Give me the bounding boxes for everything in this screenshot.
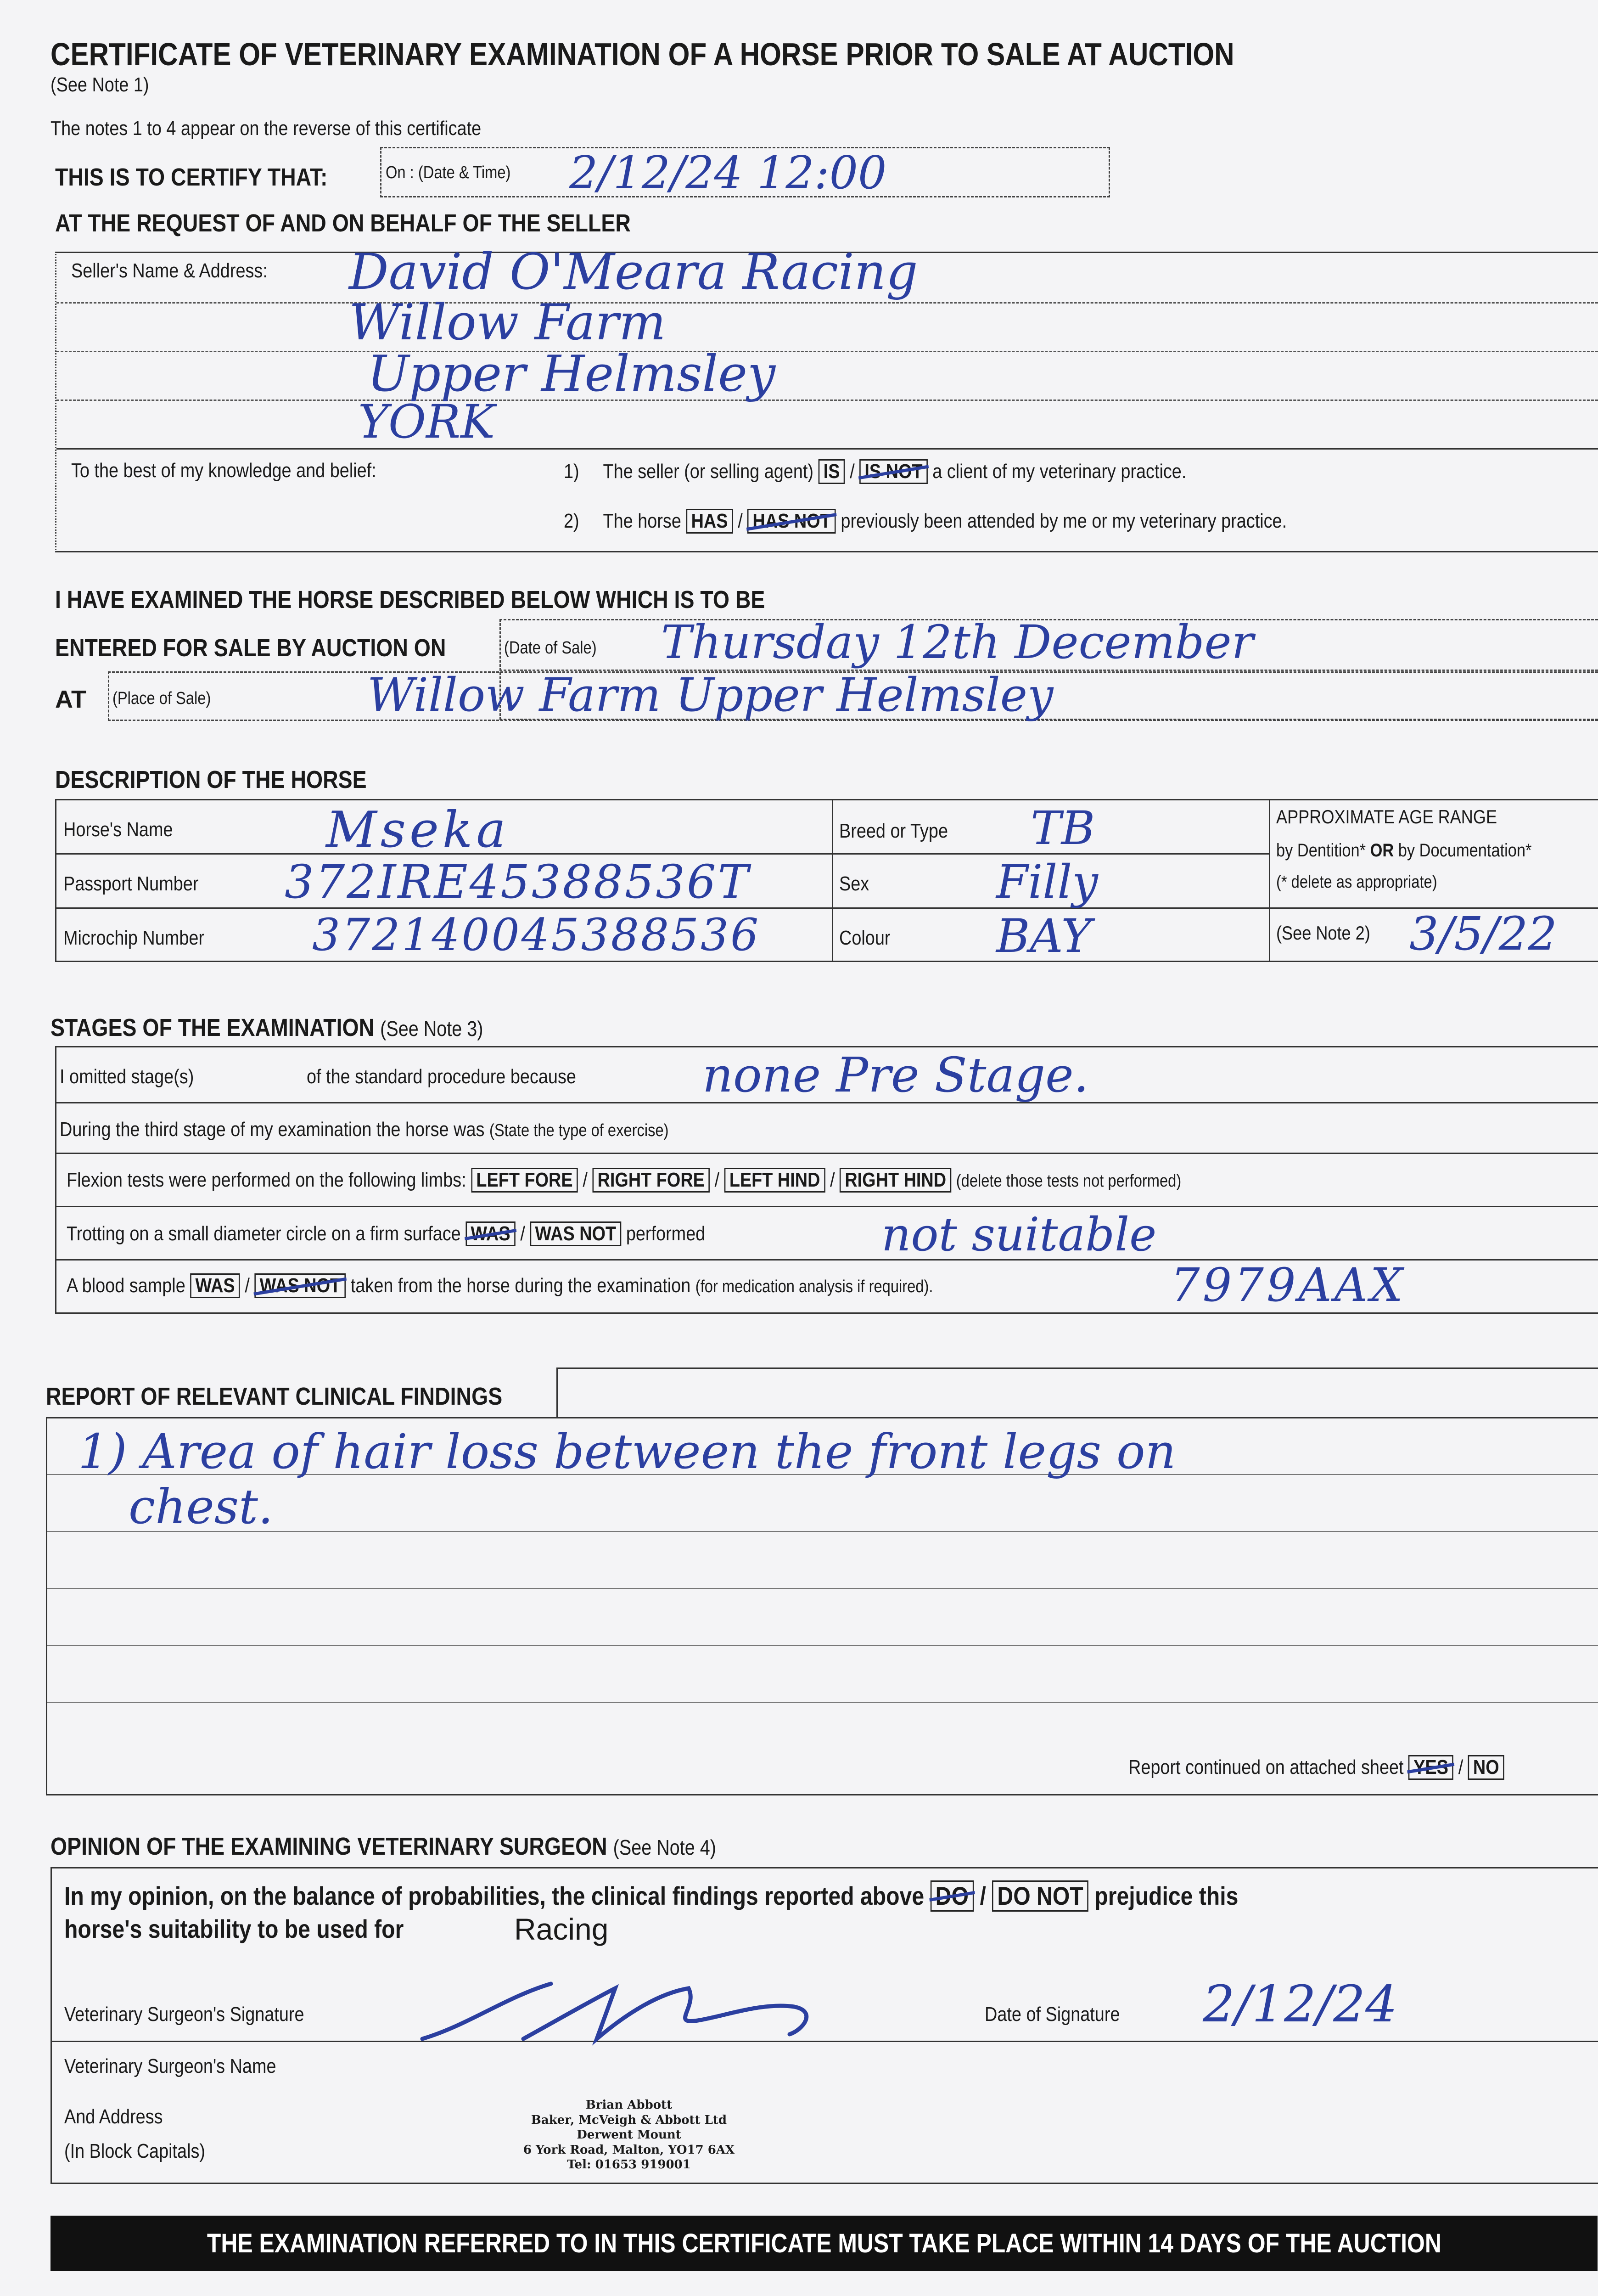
horse-col-2 <box>1269 799 1270 962</box>
seller-line-1-value: David O'Meara Racing <box>349 243 918 301</box>
breed-value: TB <box>1031 801 1095 855</box>
trot-was-option[interactable]: WAS <box>465 1221 516 1246</box>
age-delete-note: (* delete as appropriate) <box>1276 872 1437 892</box>
right-hind-option[interactable]: RIGHT HIND <box>840 1168 951 1193</box>
opinion-text-2: horse's suitability to be used for <box>64 1914 404 1943</box>
blood-was-option[interactable]: WAS <box>190 1273 240 1298</box>
signature-date-label: Date of Signature <box>985 2003 1120 2026</box>
report-finding-line-1: 1) Area of hair loss between the front legs on <box>78 1424 1176 1480</box>
report-line-2 <box>47 1531 1598 1532</box>
horse-col-1 <box>832 799 833 962</box>
report-continued-row: Report continued on attached sheet YES / NO <box>1128 1755 1565 1780</box>
seller-line-2-value: Willow Farm <box>349 294 666 351</box>
date-of-sale-value: Thursday 12th December <box>661 615 1254 669</box>
certificate-title: CERTIFICATE OF VETERINARY EXAMINATION OF A HORSE PRIOR TO SALE AT AUCTION <box>50 36 1234 72</box>
stages-row-5 <box>55 1312 1598 1314</box>
colour-value: BAY <box>996 909 1092 963</box>
omitted-mid: of the standard procedure because <box>307 1065 576 1088</box>
microchip-label: Microchip Number <box>63 927 205 949</box>
left-hind-option[interactable]: LEFT HIND <box>724 1168 825 1193</box>
opinion-heading: OPINION OF THE EXAMINING VETERINARY SURGEON (See Note 4) <box>50 1833 716 1860</box>
blood-sample-value: 7979AAX <box>1171 1258 1406 1312</box>
microchip-value: 372140045388536 <box>312 909 761 961</box>
prejudice-do-not-option[interactable]: DO NOT <box>992 1880 1088 1912</box>
on-date-label: On : (Date & Time) <box>386 163 511 182</box>
certify-label: THIS IS TO CERTIFY THAT: <box>55 163 328 191</box>
report-heading-box <box>556 1367 1598 1417</box>
trot-reason-value: not suitable <box>881 1208 1157 1261</box>
seller-line-3-value: Upper Helmsley <box>367 345 776 403</box>
place-of-sale-value: Willow Farm Upper Helmsley <box>367 668 1054 722</box>
belief-label: To the best of my knowledge and belief: <box>71 459 376 482</box>
see-note-1: (See Note 1) <box>50 73 149 96</box>
horse-name-value: Mseka <box>326 801 510 859</box>
age-value: 3/5/22 <box>1409 907 1557 961</box>
notes-line: The notes 1 to 4 appear on the reverse of this certificate <box>50 117 482 140</box>
left-fore-option[interactable]: LEFT FORE <box>471 1168 578 1193</box>
exam-date-time: 2/12/24 12:00 <box>569 147 887 199</box>
seller-name-label: Seller's Name & Address: <box>71 259 268 282</box>
client-is-option[interactable]: IS <box>819 459 845 484</box>
trot-was-not-option[interactable]: WAS NOT <box>530 1221 621 1246</box>
report-heading: REPORT OF RELEVANT CLINICAL FINDINGS <box>46 1383 503 1410</box>
seller-divider <box>56 448 1598 450</box>
prejudice-do-option[interactable]: DO <box>931 1880 974 1912</box>
place-of-sale-label: (Place of Sale) <box>112 689 211 708</box>
seller-line-1 <box>56 302 1598 304</box>
at-label: AT <box>55 686 86 713</box>
age-see-note: (See Note 2) <box>1276 922 1370 944</box>
blood-was-not-option[interactable]: WAS NOT <box>254 1273 346 1298</box>
seller-line-2 <box>56 351 1598 352</box>
client-is-not-option[interactable]: IS NOT <box>859 459 928 484</box>
colour-label: Colour <box>839 927 891 949</box>
stages-heading: STAGES OF THE EXAMINATION (See Note 3) <box>50 1014 483 1041</box>
report-line-5 <box>47 1702 1598 1703</box>
omitted-label: I omitted stage(s) <box>60 1065 194 1088</box>
horse-heading: DESCRIPTION OF THE HORSE <box>55 766 367 793</box>
age-by: by Dentition* OR by Documentation* <box>1276 840 1532 861</box>
address-label: And Address <box>64 2105 163 2128</box>
signature-label: Veterinary Surgeon's Signature <box>64 2003 304 2026</box>
signature-date-value: 2/12/24 <box>1203 1975 1398 2033</box>
block-capitals-label: (In Block Capitals) <box>64 2140 206 2162</box>
date-of-sale-label: (Date of Sale) <box>504 638 597 658</box>
report-line-3 <box>47 1588 1598 1589</box>
entered-label: ENTERED FOR SALE BY AUCTION ON <box>55 634 446 662</box>
breed-label: Breed or Type <box>839 820 948 842</box>
passport-label: Passport Number <box>63 872 199 895</box>
trot-row: Trotting on a small diameter circle on a firm surface WAS / WAS NOT performed <box>67 1221 809 1246</box>
stages-row-2 <box>55 1153 1598 1154</box>
third-stage-label: During the third stage of my examination the horse was (State the type of exercise) <box>60 1118 669 1141</box>
sex-label: Sex <box>839 872 869 895</box>
statement-1: 1) The seller (or selling agent) IS / IS NOT a client of my veterinary practice. <box>564 459 1288 484</box>
attended-has-not-option[interactable]: HAS NOT <box>747 509 836 534</box>
request-line: AT THE REQUEST OF AND ON BEHALF OF THE SELLER <box>55 209 631 237</box>
practice-stamp: Brian Abbott Baker, McVeigh & Abbott Ltd Derwent Mount 6 York Road, Malton, YO17 6AX Tel: 01653 919001 <box>523 2098 735 2172</box>
sex-value: Filly <box>996 855 1098 909</box>
opinion-text-1: In my opinion, on the balance of probabilities, the clinical findings reported above DO / DO NOT prejudice this <box>64 1880 1430 1912</box>
flexion-row: Flexion tests were performed on the following limbs: LEFT FORE / RIGHT FORE / LEFT HIND / RIGHT HIND (delete those tests not performed) <box>67 1168 1363 1193</box>
horse-name-label: Horse's Name <box>63 818 173 841</box>
surgeon-name-label: Veterinary Surgeon's Name <box>64 2055 276 2077</box>
age-title: APPROXIMATE AGE RANGE <box>1276 806 1497 827</box>
footer-banner: THE EXAMINATION REFERRED TO IN THIS CERTIFICATE MUST TAKE PLACE WITHIN 14 DAYS OF THE AUCTION <box>50 2216 1598 2271</box>
omitted-reason-value: none Pre Stage. <box>702 1047 1089 1103</box>
examined-line: I HAVE EXAMINED THE HORSE DESCRIBED BELOW WHICH IS TO BE <box>55 586 765 613</box>
blood-row: A blood sample WAS / WAS NOT taken from the horse during the examination (for medication analysis if required). <box>67 1273 1074 1298</box>
report-line-4 <box>47 1645 1598 1646</box>
signature-image <box>413 1970 849 2048</box>
seller-line-4-value: YORK <box>358 395 495 449</box>
seller-line-3 <box>56 400 1598 401</box>
continued-yes-option[interactable]: YES <box>1408 1755 1453 1780</box>
report-finding-line-2: chest. <box>129 1479 273 1535</box>
statement-2: 2) The horse HAS / HAS NOT previously been attended by me or my veterinary practice. <box>564 509 1405 534</box>
passport-value: 372IRE45388536T <box>285 855 751 909</box>
suitability-value: Racing <box>514 1912 609 1946</box>
attended-has-option[interactable]: HAS <box>686 509 733 534</box>
right-fore-option[interactable]: RIGHT FORE <box>592 1168 710 1193</box>
stages-row-3 <box>55 1206 1598 1207</box>
continued-no-option[interactable]: NO <box>1468 1755 1504 1780</box>
